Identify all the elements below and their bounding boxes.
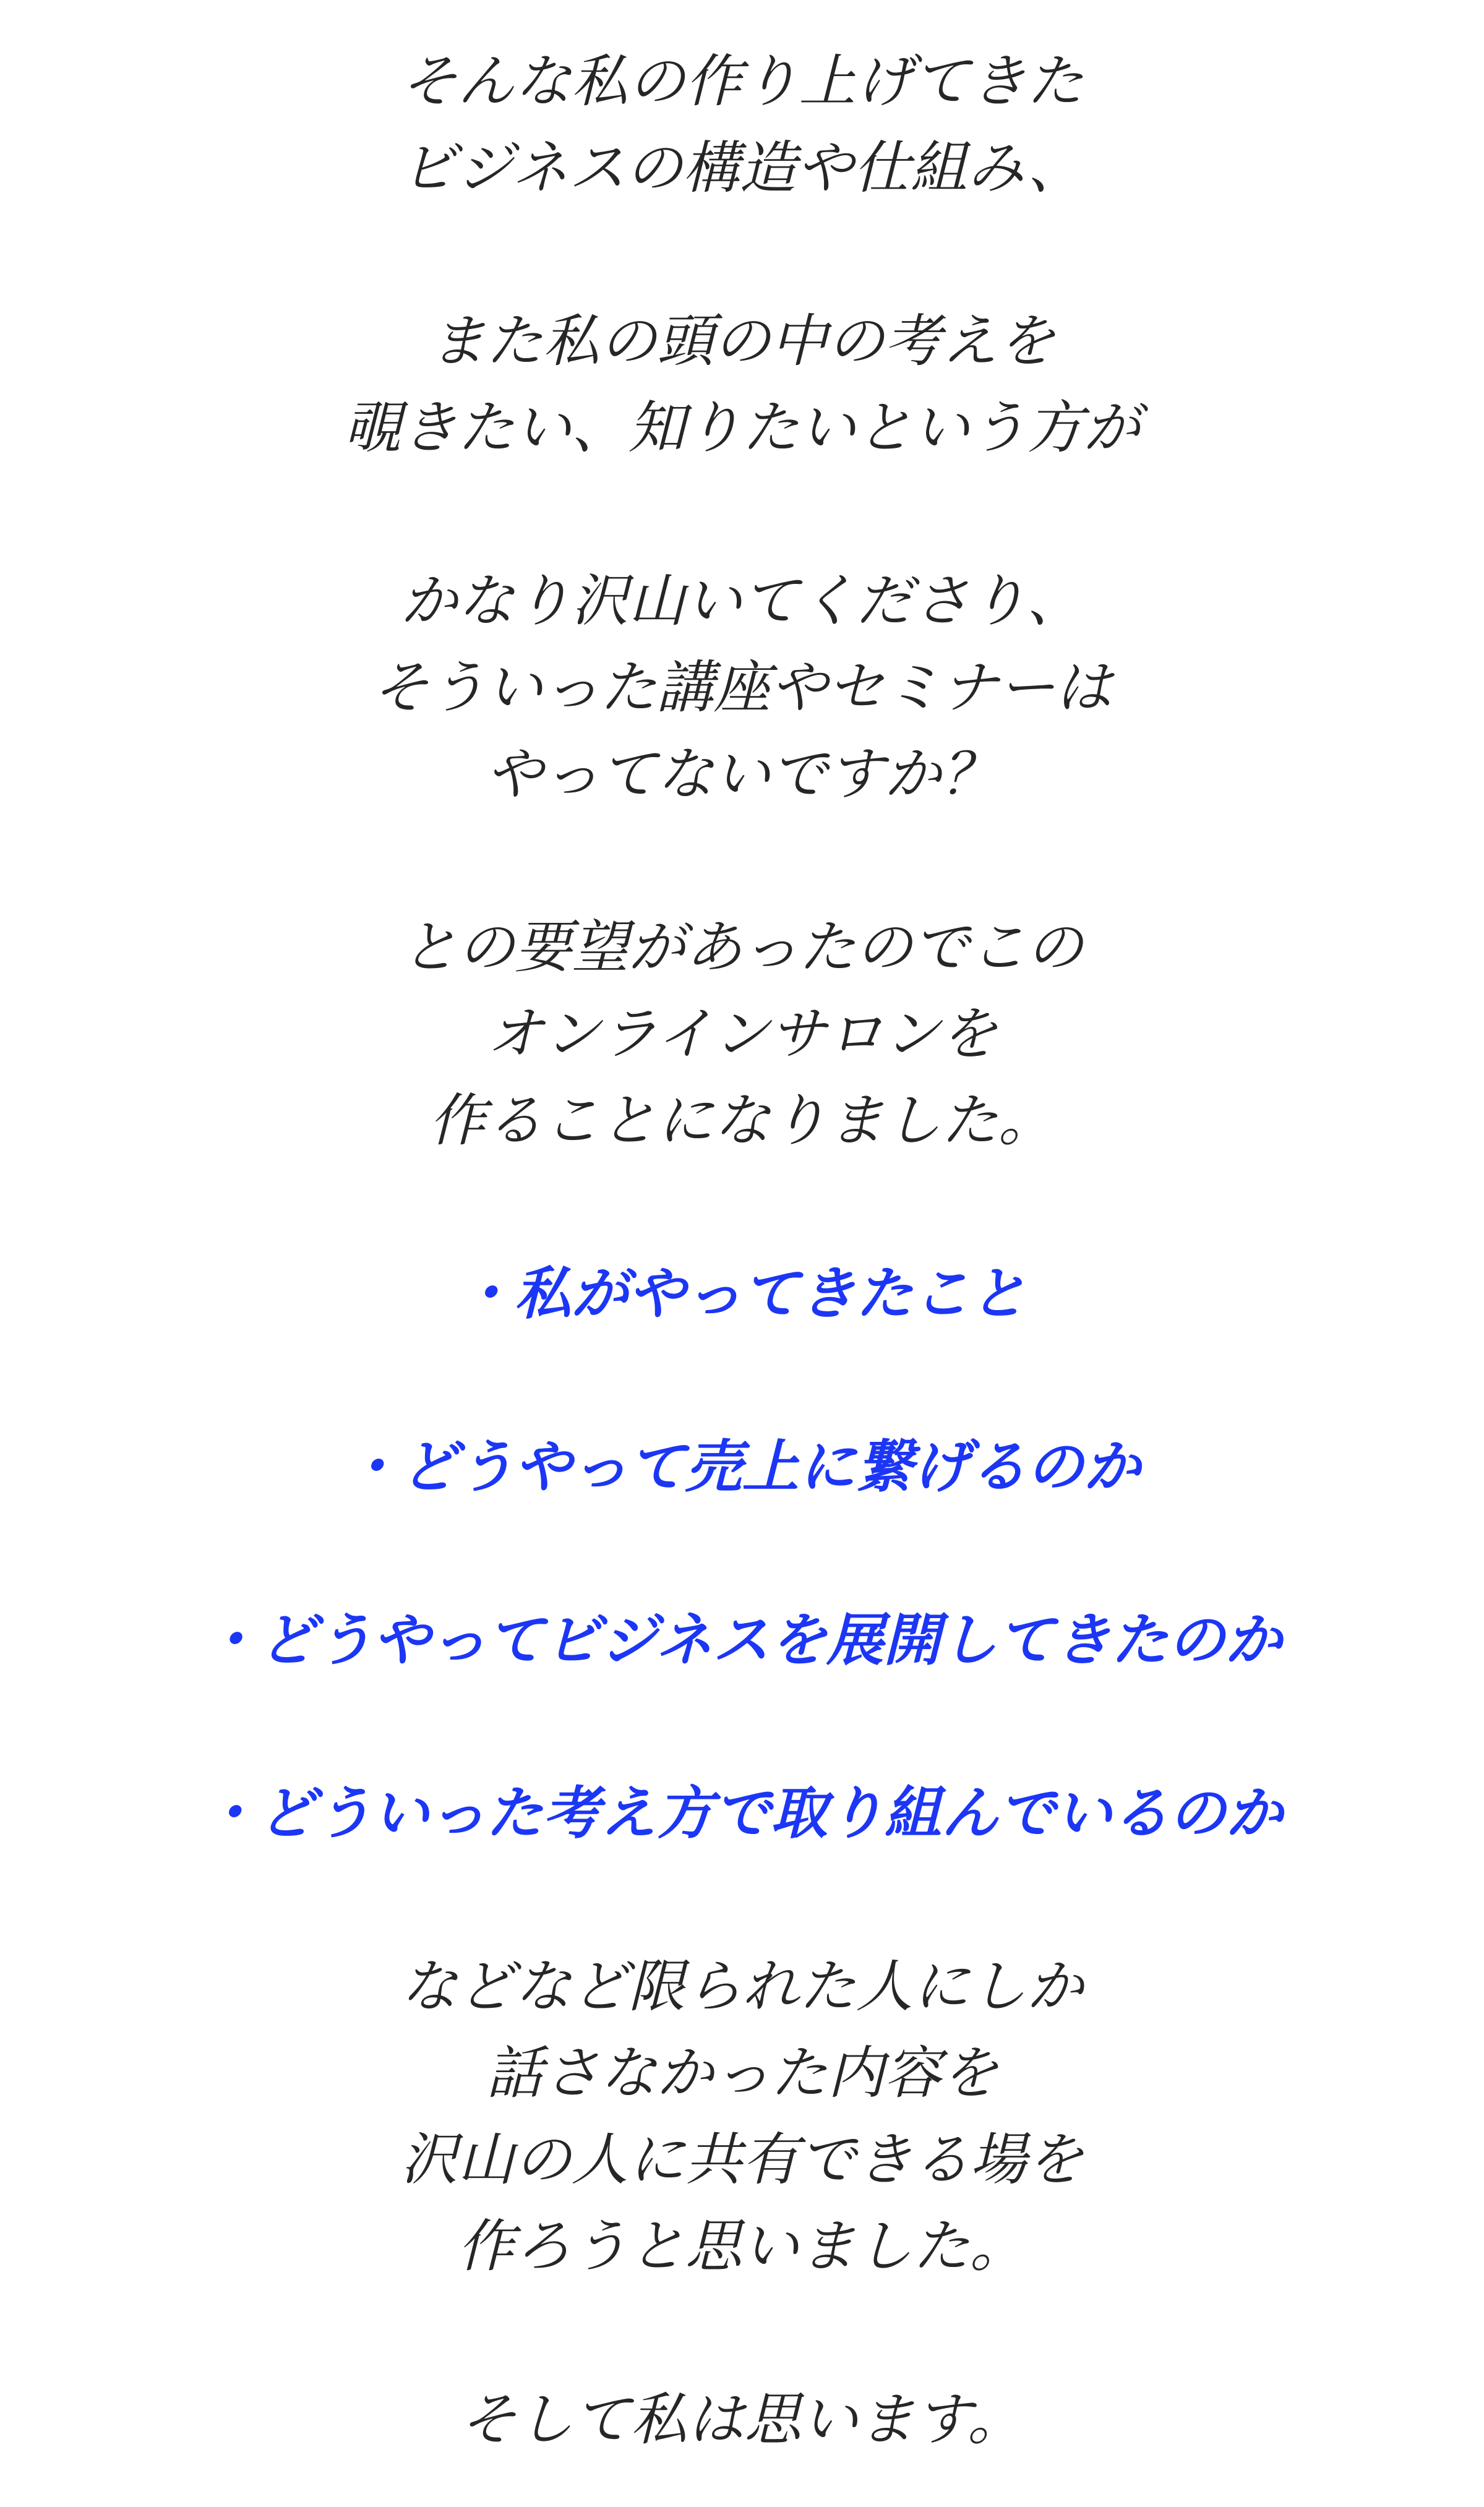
text-paragraph bbox=[0, 298, 1484, 471]
text-line: 作ることになりました。 bbox=[429, 1089, 1055, 1152]
text-line: 話さなかった内容を bbox=[486, 2042, 998, 2105]
text-line: ビジネスの構造や仕組み、 bbox=[400, 137, 1084, 200]
text-line: 作ろうと思いました。 bbox=[457, 2215, 1027, 2278]
highlight-paragraph bbox=[0, 1770, 1484, 1857]
highlight-paragraph bbox=[0, 1251, 1484, 1337]
text-line: 覗きたい、知りたいという方が bbox=[343, 396, 1141, 460]
text-line: との要望があったのでこの bbox=[400, 916, 1084, 979]
text-line: かなり沢山いてくださり、 bbox=[400, 570, 1084, 633]
highlight-line: ・どういった考え方で取り組んでいるのか bbox=[201, 1782, 1283, 1845]
text-line: 沢山の人に共有できる場を bbox=[400, 2128, 1084, 2192]
text-paragraph bbox=[0, 2376, 1484, 2463]
text-paragraph bbox=[0, 38, 1484, 212]
text-line: そういった講座やセミナーは bbox=[372, 656, 1112, 719]
text-paragraph bbox=[0, 1943, 1484, 2290]
text-line: オンラインサロンを bbox=[486, 1003, 998, 1066]
text-line: やってないですか？ bbox=[486, 743, 998, 806]
text-paragraph bbox=[0, 558, 1484, 818]
highlight-paragraph bbox=[0, 1597, 1484, 1684]
text-line: そして私は思います。 bbox=[460, 2388, 1024, 2451]
highlight-line: ・どうやってビジネスを展開してきたのか bbox=[202, 1609, 1282, 1672]
highlight-line: ・私がやってきたこと bbox=[457, 1262, 1027, 1326]
text-line: そんな私の作り上げてきた bbox=[400, 50, 1084, 113]
text-line: などなど限られた人にしか bbox=[400, 1955, 1084, 2018]
text-paragraph bbox=[0, 904, 1484, 1164]
highlight-line: ・どうやって売上に繋げるのか bbox=[343, 1436, 1141, 1499]
text-line: また私の頭の中の考えを bbox=[429, 310, 1055, 373]
highlight-paragraph bbox=[0, 1424, 1484, 1511]
